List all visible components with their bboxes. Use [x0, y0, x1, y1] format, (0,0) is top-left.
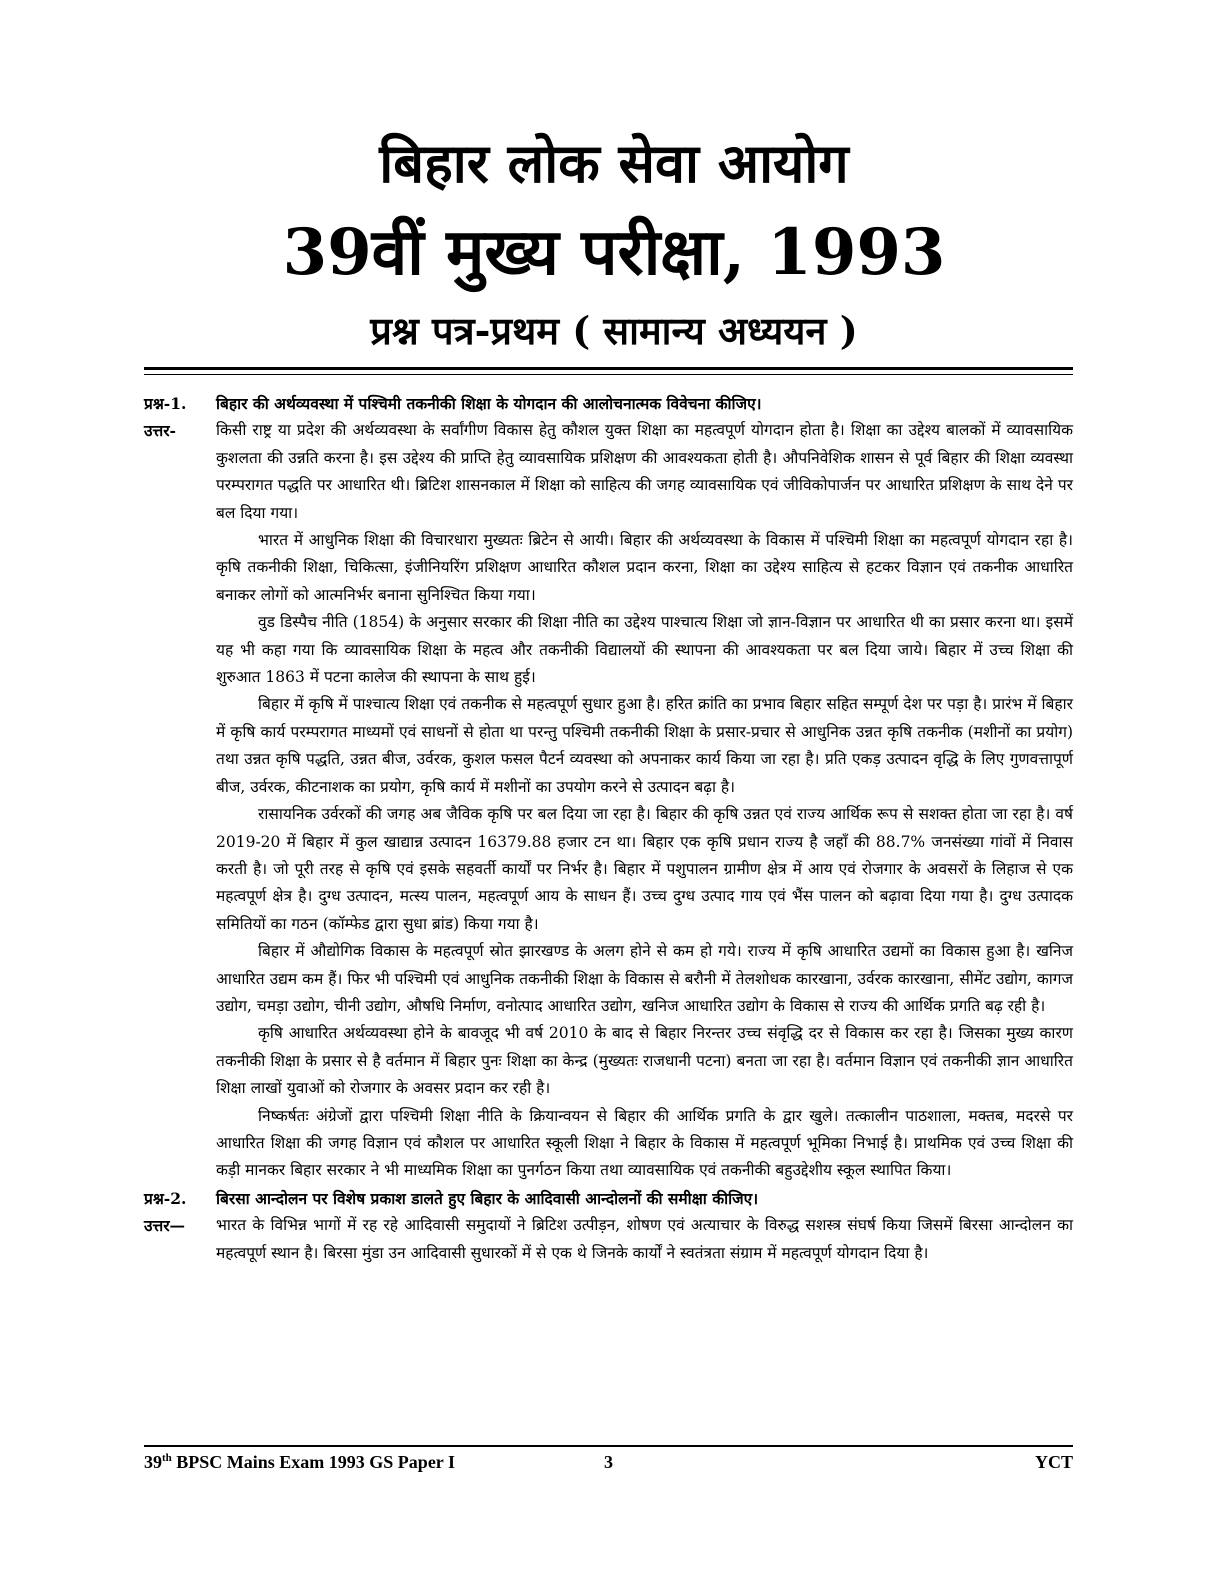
content-body — [144, 390, 1073, 1267]
footer-divider — [144, 1445, 1073, 1447]
answer-paragraph: कृषि आधारित अर्थव्यवस्था होने के बावजूद भी वर्ष 2010 के बाद से बिहार निरन्तर उच्च संवृद्धि दर से विकास कर रहा है। जिसका मुख्य कारण तकनीकी शिक्षा के प्रसार से है वर्तमान में बिहार पुनः शिक्षा का केन्द्र (मुख्यतः राजधानी पटना) बनता जा रहा है। वर्तमान विज्ञान एवं तकनीकी ज्ञान आधारित शिक्षा लाखों युवाओं को रोजगार के अवसर प्रदान कर रही है। — [216, 1024, 1073, 1098]
footer-ordinal-suffix: th — [162, 1452, 172, 1464]
header-divider-thin — [144, 374, 1073, 375]
question-text: बिहार की अर्थव्यवस्था में पश्चिमी तकनीकी शिक्षा के योगदान की आलोचनात्मक विवेचना कीजिए। — [216, 394, 762, 413]
answer-2 — [144, 1212, 1073, 1267]
footer-ordinal: 39 — [144, 1452, 162, 1472]
header-divider-thick — [144, 367, 1073, 370]
answer-paragraph: रासायनिक उर्वरकों की जगह अब जैविक कृषि पर बल दिया जा रहा है। बिहार की कृषि उन्नत एवं राज्य आर्थिक रूप से सशक्त होता जा रहा है। वर्ष 2019-20 में बिहार में कुल खाद्यान्न उत्पादन 16379.88 हजार टन था। बिहार एक कृषि प्रधान राज्य है जहाँ की 88.7% जनसंख्या गांवों में निवास करती है। जो पूरी तरह से कृषि एवं इसके सहवर्ती कार्यों पर निर्भर है। बिहार में पशुपालन ग्रामीण क्षेत्र में आय एवं रोजगार के अवसरों के लिहाज से एक महत्वपूर्ण क्षेत्र है। दुग्ध उत्पादन, मत्स्य पालन, महत्वपूर्ण आय के साधन हैं। उच्च दुग्ध उत्पाद गाय एवं भैंस पालन को बढ़ावा दिया गया है। दुग्ध उत्पादक समितियों का गठन (कॉम्फेड द्वारा सुधा ब्रांड) किया गया है। — [216, 805, 1073, 933]
commission-title: बिहार लोक सेवा आयोग — [379, 131, 849, 195]
question-1 — [144, 390, 1073, 417]
exam-title: 39वीं मुख्य परीक्षा, 1993 — [282, 215, 946, 290]
answer-paragraph: निष्कर्षतः अंग्रेजों द्वारा पश्चिमी शिक्षा नीति के क्रियान्वयन से बिहार की आर्थिक प्रगति के द्वार खुले। तत्कालीन पाठशाला, मक्तब, मदरसे पर आधारित शिक्षा की जगह विज्ञान एवं कौशल पर आधारित स्कूली शिक्षा ने बिहार के विकास में महत्वपूर्ण भूमिका निभाई है। प्राथमिक एवं उच्च शिक्षा की कड़ी मानकर बिहार सरकार ने भी माध्यमिक शिक्षा का पुनर्गठन किया तथा व्यावसायिक एवं तकनीकी बहुउद्देशीय स्कूल स्थापित किया। — [216, 1106, 1073, 1180]
answer-label: उत्तर- — [144, 421, 176, 441]
question-label: प्रश्न-2. — [144, 1188, 187, 1208]
question-label: प्रश्न-1. — [144, 394, 187, 413]
question-text: बिरसा आन्दोलन पर विशेष प्रकाश डालते हुए बिहार के आदिवासी आन्दोलनों की समीक्षा कीजिए। — [216, 1188, 759, 1208]
publisher-mark: YCT — [1034, 1452, 1073, 1472]
answer-1 — [144, 417, 1073, 1184]
answer-paragraph: वुड डिस्पैच नीति (1854) के अनुसार सरकार की शिक्षा नीति का उद्देश्य पाश्चात्य शिक्षा जो ज्ञान-विज्ञान पर आधारित थी का प्रसार करना था। इसमें यह भी कहा गया कि व्यावसायिक शिक्षा के महत्व और तकनीकी विद्यालयों की स्थापना की आवश्यकता पर बल दिया जाये। बिहार में उच्च शिक्षा की शुरुआत 1863 में पटना कालेज की स्थापना के साथ हुई। — [216, 613, 1073, 687]
answer-paragraph: बिहार में कृषि में पाश्चात्य शिक्षा एवं तकनीक से महत्वपूर्ण सुधार हुआ है। हरित क्रांति का प्रभाव बिहार सहित सम्पूर्ण देश पर पड़ा है। प्रारंभ में बिहार में कृषि कार्य परम्परागत माध्यमों एवं साधनों से होता था परन्तु पश्चिमी तकनीकी शिक्षा के प्रसार-प्रचार से आधुनिक उन्नत कृषि तकनीक (मशीनों का प्रयोग) तथा उन्नत कृषि पद्धति, उन्नत बीज, उर्वरक, कुशल फसल पैटर्न व्यवस्था को अपनाकर कार्य किया जा रहा है। प्रति एकड़ उत्पादन वृद्धि के लिए गुणवत्तापूर्ण बीज, उर्वरक, कीटनाशक का प्रयोग, कृषि कार्य में मशीनों का उपयोग करने से उत्पादन बढ़ा है। — [216, 695, 1073, 796]
page-footer — [144, 1452, 1073, 1480]
answer-paragraph: भारत में आधुनिक शिक्षा की विचारधारा मुख्यतः ब्रिटेन से आयी। बिहार की अर्थव्यवस्था के विकास में पश्चिमी शिक्षा का महत्वपूर्ण योगदान रहा है। कृषि तकनीकी शिक्षा, चिकित्सा, इंजीनियरिंग प्रशिक्षण आधारित कौशल प्रदान करना, शिक्षा का उद्देश्य साहित्य से हटकर विज्ञान एवं तकनीक आधारित बनाकर लोगों को आत्मनिर्भर बनाना सुनिश्चित किया गया। — [216, 531, 1073, 604]
paper-title: प्रश्न पत्र-प्रथम ( सामान्य अध्ययन ) — [370, 308, 858, 353]
answer-body — [216, 417, 1073, 1184]
footer-paper-title: BPSC Mains Exam 1993 GS Paper I — [171, 1452, 455, 1472]
answer-paragraph: किसी राष्ट्र या प्रदेश की अर्थव्यवस्था के सर्वांगीण विकास हेतु कौशल युक्त शिक्षा का महत्वपूर्ण योगदान होता है। शिक्षा का उद्देश्य बालकों में व्यावसायिक कुशलता की उन्नति करना है। इस उद्देश्य की प्राप्ति हेतु व्यावसायिक प्रशिक्षण की आवश्यकता होती है। औपनिवेशिक शासन से पूर्व बिहार की शिक्षा व्यवस्था परम्परागत पद्धति पर आधारित थी। ब्रिटिश शासनकाल में शिक्षा को साहित्य की जगह व्यावसायिक एवं जीविकोपार्जन पर आधारित प्रशिक्षण के साथ देने पर बल दिया गया। — [216, 421, 1073, 522]
answer-label: उत्तर— — [144, 1216, 186, 1236]
answer-paragraph: भारत के विभिन्न भागों में रह रहे आदिवासी समुदायों ने ब्रिटिश उत्पीड़न, शोषण एवं अत्याचार के विरुद्ध सशस्त्र संघर्ष किया जिसमें बिरसा आन्दोलन का महत्वपूर्ण स्थान है। बिरसा मुंडा उन आदिवासी सुधारकों में से एक थे जिनके कार्यों ने स्वतंत्रता संग्राम में महत्वपूर्ण योगदान दिया है। — [216, 1216, 1073, 1262]
page-number: 3 — [604, 1452, 613, 1472]
question-2 — [144, 1185, 1073, 1212]
answer-body — [216, 1212, 1073, 1267]
answer-paragraph: बिहार में औद्योगिक विकास के महत्वपूर्ण स्रोत झारखण्ड के अलग होने से कम हो गये। राज्य में कृषि आधारित उद्यमों का विकास हुआ है। खनिज आधारित उद्यम कम हैं। फिर भी पश्चिमी एवं आधुनिक तकनीकी शिक्षा के विकास से बरौनी में तेलशोधक कारखाना, उर्वरक कारखाना, सीमेंट उद्योग, कागज उद्योग, चमड़ा उद्योग, चीनी उद्योग, औषधि निर्माण, वनोत्पाद आधारित उद्योग, खनिज आधारित उद्योग के विकास से राज्य की आर्थिक प्रगति बढ़ रही है। — [216, 942, 1073, 1015]
